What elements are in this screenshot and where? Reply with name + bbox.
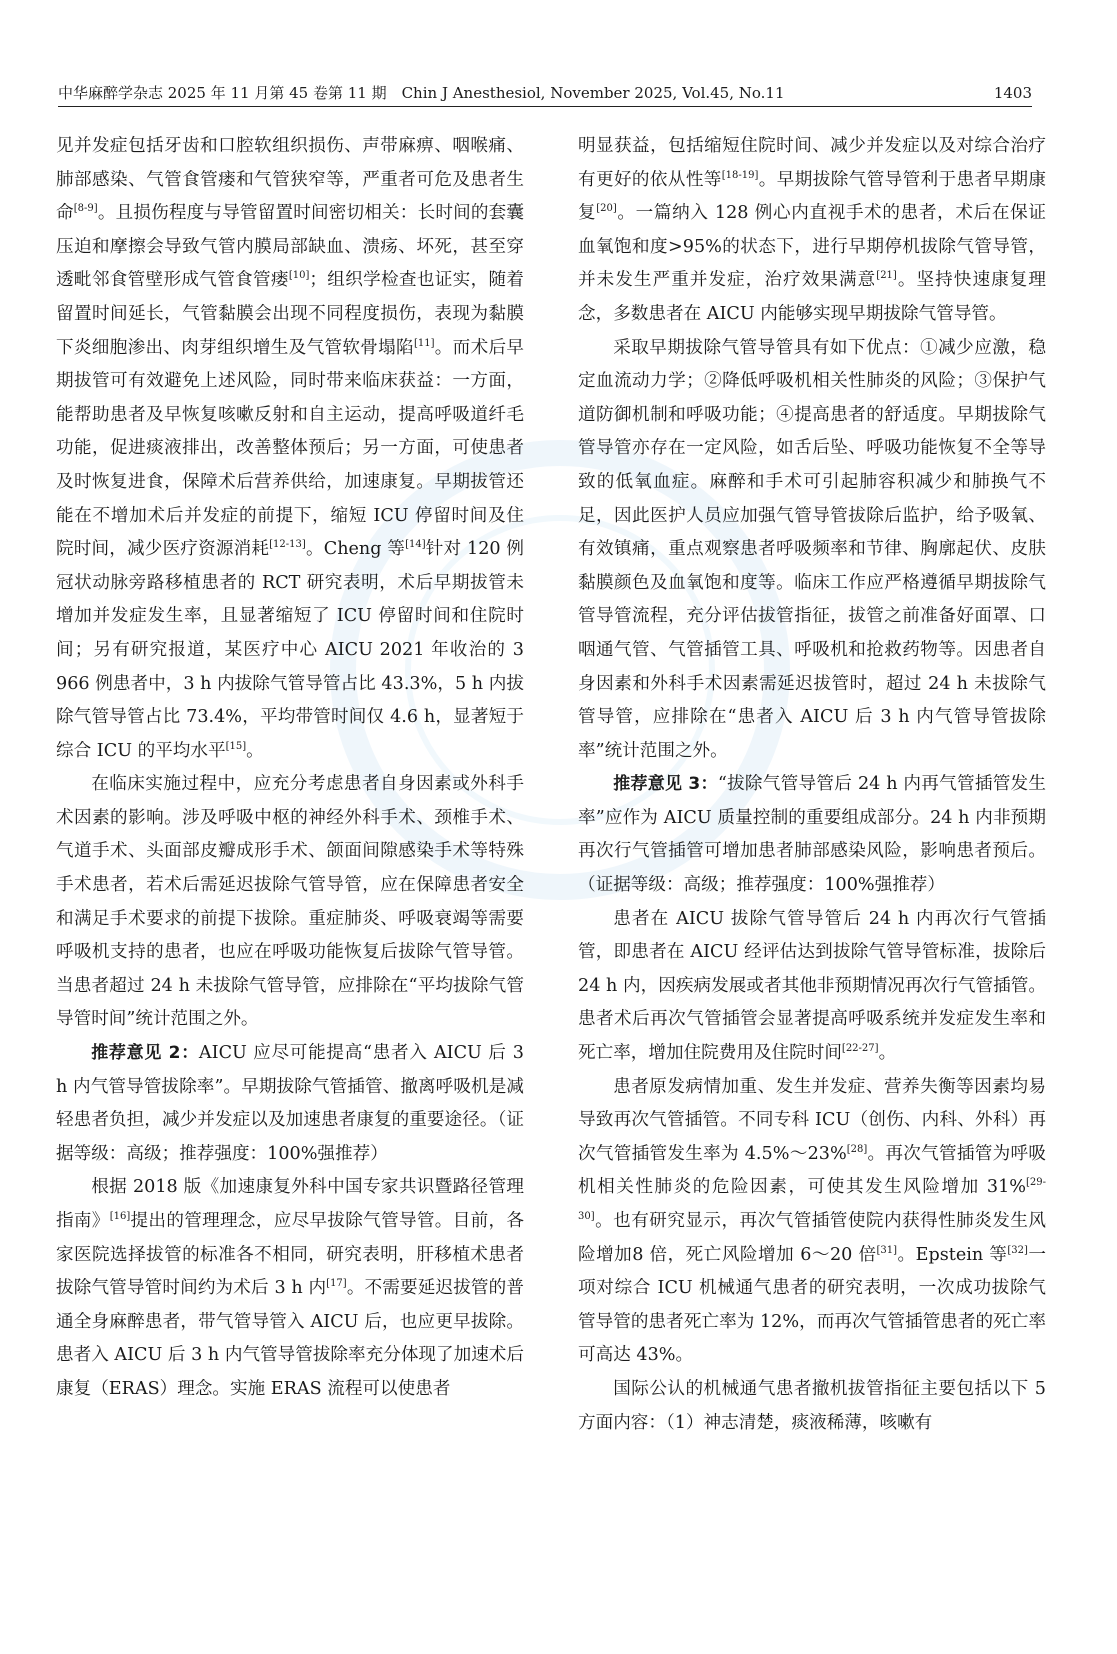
citation-ref: [29-30]	[578, 1177, 1046, 1223]
recommendation-2: 推荐意见 2：AICU 应尽可能提高“患者入 AICU 后 3 h 内气管导管拔除率”。早期拔除气管插管、撤离呼吸机是减轻患者负担，减少并发症以及加速患者康复的重要途径。（证据等级：高级；推荐强度：100%强推荐）	[56, 1043, 524, 1164]
citation-ref: [31]	[876, 1244, 898, 1256]
paragraph: 患者原发病情加重、发生并发症、营养失衡等因素均易导致再次气管插管。不同专科 ICU（创伤、内科、外科）再次气管插管发生率为 4.5%～23%[28]。再次气管插管为呼吸机相关性肺炎的危险因素，可使其发生风险增加 31%[29-30]。也有研究显示，再次气管插管使院内获得性肺炎发生风险增加8 倍，死亡风险增加 6～20 倍[31]。Epstein 等[32]一项对综合 ICU 机械通气患者的研究表明，一次成功拔除气管导管的患者死亡率为 12%，而再次气管插管患者的死亡率可高达 43%。	[578, 1076, 1046, 1366]
citation-ref: [28]	[846, 1143, 868, 1155]
recommendation-label: 推荐意见 2：	[91, 1043, 199, 1064]
citation-ref: [10]	[288, 270, 310, 282]
paragraph: 患者在 AICU 拔除气管导管后 24 h 内再次行气管插管，即患者在 AICU 经评估达到拔除气管导管标准，拔除后 24 h 内，因疾病发展或者其他非预期情况再次行气管插管。患者术后再次气管插管会显著提高呼吸系统并发症发生率和死亡率，增加住院费用及住院时间[22-27]。	[578, 908, 1046, 1064]
recommendation-label: 推荐意见 3：	[613, 774, 718, 795]
citation-ref: [21]	[876, 270, 897, 282]
paragraph: 明显获益，包括缩短住院时间、减少并发症以及对综合治疗有更好的依从性等[18-19]。早期拔除气管导管利于患者早期康复[20]。一篇纳入 128 例心内直视手术的患者，术后在保证血氧饱和度>95%的状态下，进行早期停机拔除气管导管，并未发生严重并发症，治疗效果满意[21]。坚持快速康复理念，多数患者在 AICU 内能够实现早期拔除气管导管。	[578, 136, 1046, 324]
right-column	[578, 130, 1046, 1440]
citation-ref: [8-9]	[73, 203, 98, 215]
journal-citation: 中华麻醉学杂志 2025 年 11 月第 45 卷第 11 期 Chin J Anesthesiol, November 2025, Vol.45, No.11	[58, 84, 785, 102]
paragraph: 见并发症包括牙齿和口腔软组织损伤、声带麻痹、咽喉痛、肺部感染、气管食管瘘和气管狭窄等，严重者可危及患者生命[8-9]。且损伤程度与导管留置时间密切相关：长时间的套囊压迫和摩擦会导致气管内膜局部缺血、溃疡、坏死，甚至穿透毗邻食管壁形成气管食管瘘[10]；组织学检查也证实，随着留置时间延长，气管黏膜会出现不同程度损伤，表现为黏膜下炎细胞渗出、肉芽组织增生及气管软骨塌陷[11]。而术后早期拔管可有效避免上述风险，同时带来临床获益：一方面，能帮助患者及早恢复咳嗽反射和自主运动，提高呼吸道纤毛功能，促进痰液排出，改善整体预后；另一方面，可使患者及时恢复进食，保障术后营养供给，加速康复。早期拔管还能在不增加术后并发症的前提下，缩短 ICU 停留时间及住院时间，减少医疗资源消耗[12-13]。Cheng 等[14]针对 120 例冠状动脉旁路移植患者的 RCT 研究表明，术后早期拔管未增加并发症发生率，且显著缩短了 ICU 停留时间和住院时间；另有研究报道，某医疗中心 AICU 2021 年收治的 3 966 例患者中，3 h 内拔除气管导管占比 43.3%，5 h 内拔除气管导管占比 73.4%，平均带管时间仅 4.6 h，显著短于综合 ICU 的平均水平[15]。	[56, 136, 524, 761]
citation-ref: [20]	[596, 203, 617, 215]
citation-ref: [14]	[405, 539, 426, 551]
citation-ref: [32]	[1007, 1244, 1028, 1256]
recommendation-3: 推荐意见 3：“拔除气管导管后 24 h 内再气管插管发生率”应作为 AICU 质量控制的重要组成部分。24 h 内非预期再次行气管插管可增加患者肺部感染风险，影响患者预后。（证据等级：高级；推荐强度：100%强推荐）	[578, 774, 1047, 896]
paragraph: 采取早期拔除气管导管具有如下优点：①减少应激，稳定血流动力学；②降低呼吸机相关性肺炎的风险；③保护气道防御机制和呼吸功能；④提高患者的舒适度。早期拔除气管导管亦存在一定风险，如舌后坠、呼吸功能恢复不全等导致的低氧血症。麻醉和手术可引起肺容积减少和肺换气不足，因此医护人员应加强气管导管拔除后监护，给予吸氧、有效镇痛，重点观察患者呼吸频率和节律、胸廓起伏、皮肤黏膜颜色及血氧饱和度等。临床工作应严格遵循早期拔除气管导管流程，充分评估拔管指征，拔管之前准备好面罩、口咽通气管、气管插管工具、呼吸机和抢救药物等。因患者自身因素和外科手术因素需延迟拔管时，超过 24 h 未拔除气管导管，应排除在“患者入 AICU 后 3 h 内气管导管拔除率”统计范围之外。	[578, 337, 1046, 761]
page-number: 1403	[993, 84, 1032, 102]
citation-ref: [15]	[225, 740, 247, 752]
citation-ref: [16]	[109, 1211, 131, 1223]
citation-ref: [11]	[413, 337, 435, 349]
citation-ref: [12-13]	[269, 539, 306, 551]
citation-ref: [22-27]	[841, 1043, 879, 1055]
citation-ref: [17]	[326, 1278, 347, 1290]
running-header	[58, 80, 1032, 107]
paragraph: 在临床实施过程中，应充分考虑患者自身因素或外科手术因素的影响。涉及呼吸中枢的神经外科手术、颈椎手术、气道手术、头面部皮瓣成形手术、颌面间隙感染手术等特殊手术患者，若术后需延迟拔除气管导管，应在保障患者安全和满足手术要求的前提下拔除。重症肺炎、呼吸衰竭等需要呼吸机支持的患者，也应在呼吸功能恢复后拔除气管导管。当患者超过 24 h 未拔除气管导管，应排除在“平均拔除气管导管时间”统计范围之外。	[56, 774, 524, 1030]
citation-ref: [18-19]	[721, 169, 759, 181]
paragraph: 国际公认的机械通气患者撤机拔管指征主要包括以下 5 方面内容：（1）神志清楚，痰液稀薄，咳嗽有	[578, 1378, 1046, 1433]
left-column	[56, 130, 524, 1407]
paragraph: 根据 2018 版《加速康复外科中国专家共识暨路径管理指南》[16]提出的管理理念，应尽早拔除气管导管。目前，各家医院选择拔管的标准各不相同，研究表明，肝移植术患者拔除气管导管时间约为术后 3 h 内[17]。不需要延迟拔管的普通全身麻醉患者，带气管导管入 AICU 后，也应更早拔除。患者入 AICU 后 3 h 内气管导管拔除率充分体现了加速术后康复（ERAS）理念。实施 ERAS 流程可以使患者	[56, 1177, 524, 1399]
